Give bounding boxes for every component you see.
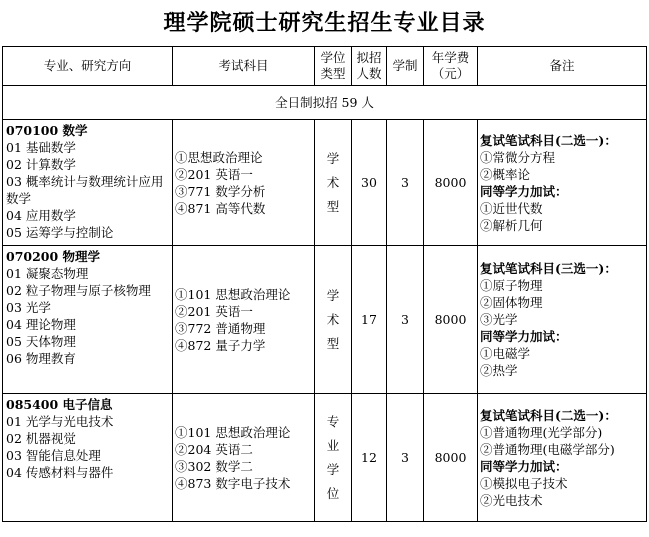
research-direction: 03 智能信息处理 — [6, 448, 101, 463]
research-direction: 01 基础数学 — [6, 140, 76, 155]
exam-subject: ④872 量子力学 — [175, 337, 266, 353]
degree-type: 学术型 — [326, 150, 340, 214]
retest-title: 复试笔试科目(三选一)： — [480, 261, 617, 276]
equivalent-title: 同等学力加试： — [480, 458, 568, 474]
degree-type-cell — [315, 120, 352, 246]
exam-subject: ①101 思想政治理论 — [175, 286, 291, 302]
exam-subject: ④873 数字电子技术 — [175, 475, 291, 491]
notes-cell — [478, 246, 647, 394]
page-title: 理学院硕士研究生招生专业目录 — [163, 10, 486, 36]
tuition-cell: 8000 — [424, 120, 478, 246]
retest-title: 复试笔试科目(二选一)： — [480, 407, 617, 423]
program-row — [3, 120, 647, 246]
header-notes: 备注 — [478, 47, 647, 86]
header-exam: 考试科目 — [173, 47, 315, 86]
enrollment-cell: 12 — [352, 394, 387, 522]
exam-cell — [173, 120, 315, 246]
enrollment-cell: 17 — [352, 246, 387, 394]
major-cell — [3, 120, 173, 246]
retest-item: ③光学 — [480, 312, 518, 327]
equivalent-item: ①电磁学 — [480, 346, 531, 361]
research-direction: 05 运筹学与控制论 — [6, 225, 114, 240]
research-direction: 06 物理教育 — [6, 351, 76, 366]
full-time-row — [3, 86, 647, 120]
notes-cell — [478, 120, 647, 246]
exam-subject: ④871 高等代数 — [175, 200, 266, 216]
exam-subject: ②201 英语一 — [175, 166, 253, 182]
equivalent-title: 同等学力加试： — [480, 329, 568, 344]
research-direction: 01 凝聚态物理 — [6, 266, 89, 281]
research-direction: 04 应用数学 — [6, 208, 76, 223]
header-enrollment: 拟招人数 — [352, 47, 387, 86]
equivalent-item: ①近世代数 — [480, 200, 543, 216]
research-direction: 03 概率统计与数理统计应用数学 — [6, 174, 164, 206]
research-direction: 03 光学 — [6, 300, 51, 315]
duration-cell: 3 — [387, 394, 424, 522]
retest-item: ①常微分方程 — [480, 149, 556, 165]
tuition-cell: 8000 — [424, 394, 478, 522]
major-cell — [3, 394, 173, 522]
research-direction: 01 光学与光电技术 — [6, 414, 114, 429]
exam-subject: ②204 英语二 — [175, 441, 253, 457]
degree-type-cell — [315, 246, 352, 394]
equivalent-title: 同等学力加试： — [480, 183, 568, 199]
duration-cell: 3 — [387, 246, 424, 394]
degree-type: 学术型 — [326, 287, 340, 351]
header-degree-type: 学位类型 — [315, 47, 352, 86]
exam-cell — [173, 394, 315, 522]
major-cell — [3, 246, 173, 394]
exam-subject: ③302 数学二 — [175, 458, 253, 474]
exam-subject: ③772 普通物理 — [175, 320, 266, 336]
research-direction: 02 计算数学 — [6, 157, 76, 172]
exam-subject: ①思想政治理论 — [175, 149, 263, 165]
research-direction: 04 传感材料与器件 — [6, 465, 114, 480]
tuition-cell: 8000 — [424, 246, 478, 394]
research-direction: 02 机器视觉 — [6, 431, 76, 446]
exam-cell — [173, 246, 315, 394]
exam-subject: ①101 思想政治理论 — [175, 424, 291, 440]
retest-item: ①普通物理(光学部分) — [480, 424, 603, 440]
program-row — [3, 394, 647, 522]
degree-type-cell — [315, 394, 352, 522]
equivalent-item: ②热学 — [480, 363, 518, 378]
major-header: 070100 数学 — [6, 123, 88, 138]
header-duration: 学制 — [387, 47, 424, 86]
equivalent-item: ②解析几何 — [480, 217, 543, 233]
research-direction: 04 理论物理 — [6, 317, 76, 332]
major-header: 070200 物理学 — [6, 249, 101, 264]
exam-subject: ③771 数学分析 — [175, 183, 266, 199]
research-direction: 02 粒子物理与原子核物理 — [6, 283, 151, 298]
major-header: 085400 电子信息 — [6, 397, 113, 412]
header-tuition: 年学费（元） — [424, 47, 478, 86]
equivalent-item: ①模拟电子技术 — [480, 475, 568, 491]
retest-item: ②概率论 — [480, 166, 531, 182]
equivalent-item: ②光电技术 — [480, 492, 543, 508]
header-major: 专业、研究方向 — [3, 47, 173, 86]
degree-type: 专业学位 — [326, 413, 340, 501]
program-row — [3, 246, 647, 394]
header-row — [3, 47, 647, 86]
research-direction: 05 天体物理 — [6, 334, 76, 349]
retest-item: ②普通物理(电磁学部分) — [480, 441, 615, 457]
exam-subject: ②201 英语一 — [175, 303, 253, 319]
retest-item: ②固体物理 — [480, 295, 543, 310]
notes-cell — [478, 394, 647, 522]
enrollment-cell: 30 — [352, 120, 387, 246]
retest-title: 复试笔试科目(二选一)： — [480, 132, 617, 148]
retest-item: ①原子物理 — [480, 278, 543, 293]
full-time-note: 全日制拟招 59 人 — [3, 86, 647, 120]
duration-cell: 3 — [387, 120, 424, 246]
catalog-table — [2, 46, 647, 522]
